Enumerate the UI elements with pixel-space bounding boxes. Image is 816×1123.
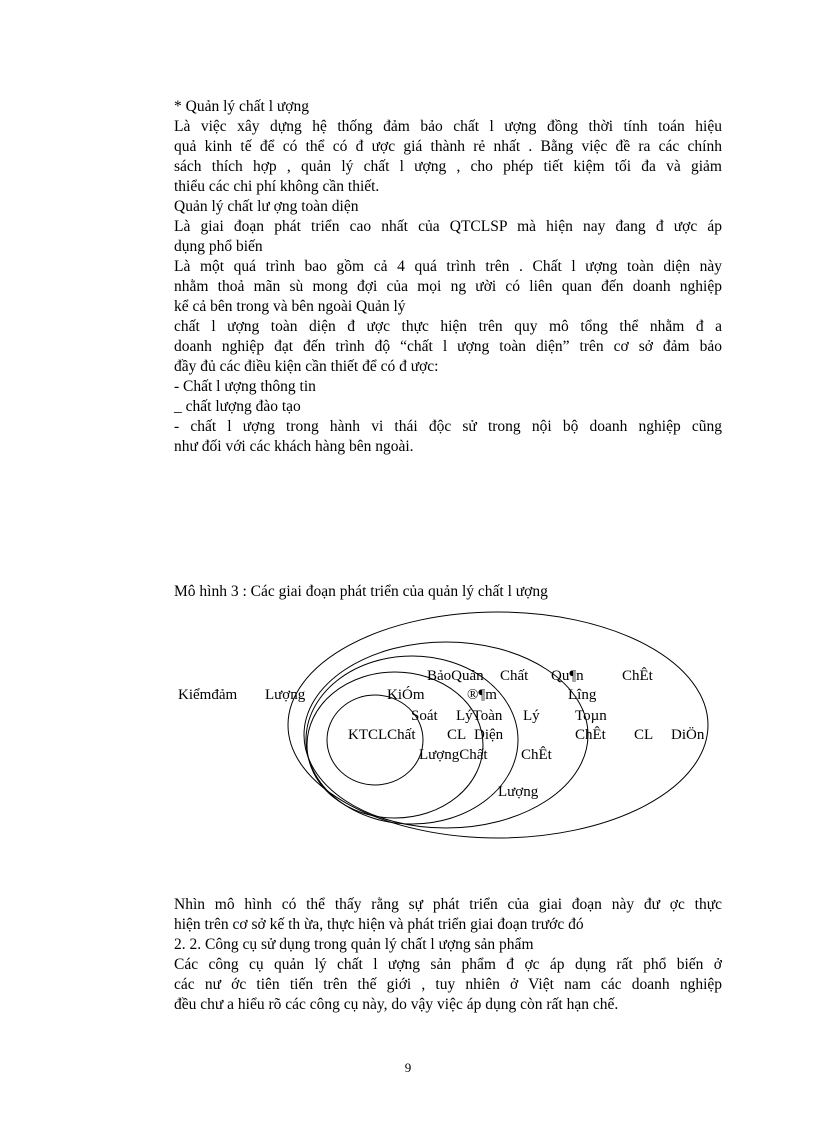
- diagram-label: ChÊt: [622, 668, 653, 684]
- diagram-label: ®¶m: [467, 687, 497, 703]
- diagram-label: Lý: [523, 708, 540, 724]
- text-line: đầy đủ các điều kiện cần thiết để có đ ược:: [174, 358, 439, 375]
- diagram-label: Kiểmđảm: [178, 687, 238, 703]
- diagram-label: Lượng: [498, 784, 539, 800]
- list-item: - chất l ượng trong hành vi thái độc sử trong nội bộ doanh nghiệp cũng: [174, 418, 722, 435]
- diagram-label: DiÖn: [671, 727, 705, 743]
- diagram-label: Soát: [411, 708, 438, 724]
- page-number: 9: [404, 1060, 412, 1075]
- text-line: Là giai đoạn phát triển cao nhất của QTCLSP mà hiện nay đang đ ược áp: [174, 218, 722, 235]
- text-line: hiện trên cơ sở kế th ừa, thực hiện và phát triển giai đoạn trước đó: [174, 916, 584, 933]
- diagram-caption: Mô hình 3 : Các giai đoạn phát triển của quản lý chất l ượng: [174, 583, 548, 600]
- heading-total-quality: Quản lý chất lư ợng toàn diện: [174, 198, 359, 215]
- diagram-label: Toµn: [575, 708, 607, 724]
- text-line: Là việc xây dựng hệ thống đảm bảo chất l ượng đồng thời tính toán hiệu: [174, 118, 722, 135]
- diagram-label: Qu¶n: [551, 668, 584, 684]
- nested-stages-diagram: [0, 600, 816, 890]
- list-item: _ chất lượng đào tạo: [174, 398, 301, 415]
- diagram-label: ChÊt: [575, 727, 606, 743]
- text-line: Là một quá trình bao gồm cả 4 quá trình trên . Chất l ượng toàn diện này: [174, 258, 722, 275]
- diagram-label: KiÓm: [387, 687, 425, 703]
- diagram-label: LượngChất: [419, 747, 488, 763]
- section-heading-tools: 2. 2. Công cụ sử dụng trong quản lý chất l ượng sản phẩm: [174, 936, 534, 953]
- text-line: đều chư a hiểu rõ các công cụ này, do vậy việc áp dụng còn rất hạn chế.: [174, 996, 619, 1013]
- text-line: các nư ớc tiên tiến trên thế giới , tuy nhiên ở Việt nam các doanh nghiệp: [174, 976, 722, 993]
- text-line: kể cả bên trong và bên ngoài Quản lý: [174, 298, 406, 315]
- text-line: dụng phổ biến: [174, 238, 263, 255]
- diagram-label: KTCLChất: [348, 727, 416, 743]
- heading-quality-management: * Quản lý chất l ượng: [174, 98, 309, 115]
- diagram-label: LýToàn: [456, 708, 503, 724]
- text-line: sách thích hợp , quản lý chất l ượng , cho phép tiết kiệm tối đa và giảm: [174, 158, 722, 175]
- diagram-label: CL: [634, 727, 654, 743]
- text-line: như đối với các khách hàng bên ngoài.: [174, 438, 414, 455]
- text-line: quả kinh tế để có thể có đ ược giá thành rẻ nhất . Bằng việc đề ra các chính: [174, 138, 722, 155]
- text-line: nhằm thoả mãn sù mong đợi của mọi ng ười có liên quan đến doanh nghiệp: [174, 278, 722, 295]
- text-line: thiểu các chi phí không cần thiết.: [174, 178, 380, 195]
- diagram-label: BảoQuản: [427, 668, 484, 684]
- text-line: chất l ượng toàn diện đ ược thực hiện trên quy mô tổng thể nhằm đ a: [174, 318, 722, 335]
- diagram-label: ChÊt: [521, 747, 552, 763]
- text-line: Các công cụ quản lý chất l ượng sản phẩm đ ợc áp dụng rất phổ biến ở: [174, 956, 722, 973]
- text-line: doanh nghiệp đạt đến trình độ “chất l ượng toàn diện” trên cơ sở đảm bảo: [174, 338, 722, 355]
- text-line: Nhìn mô hình có thể thấy rằng sự phát triển của giai đoạn này đư ợc thực: [174, 896, 722, 913]
- diagram-label: Lượng: [265, 687, 306, 703]
- diagram-label: Chất: [500, 668, 529, 684]
- list-item: - Chất l ượng thông tin: [174, 378, 316, 395]
- diagram-label: CL: [447, 727, 467, 743]
- diagram-label: Diện: [474, 727, 504, 743]
- diagram-label: Lîng: [568, 687, 597, 703]
